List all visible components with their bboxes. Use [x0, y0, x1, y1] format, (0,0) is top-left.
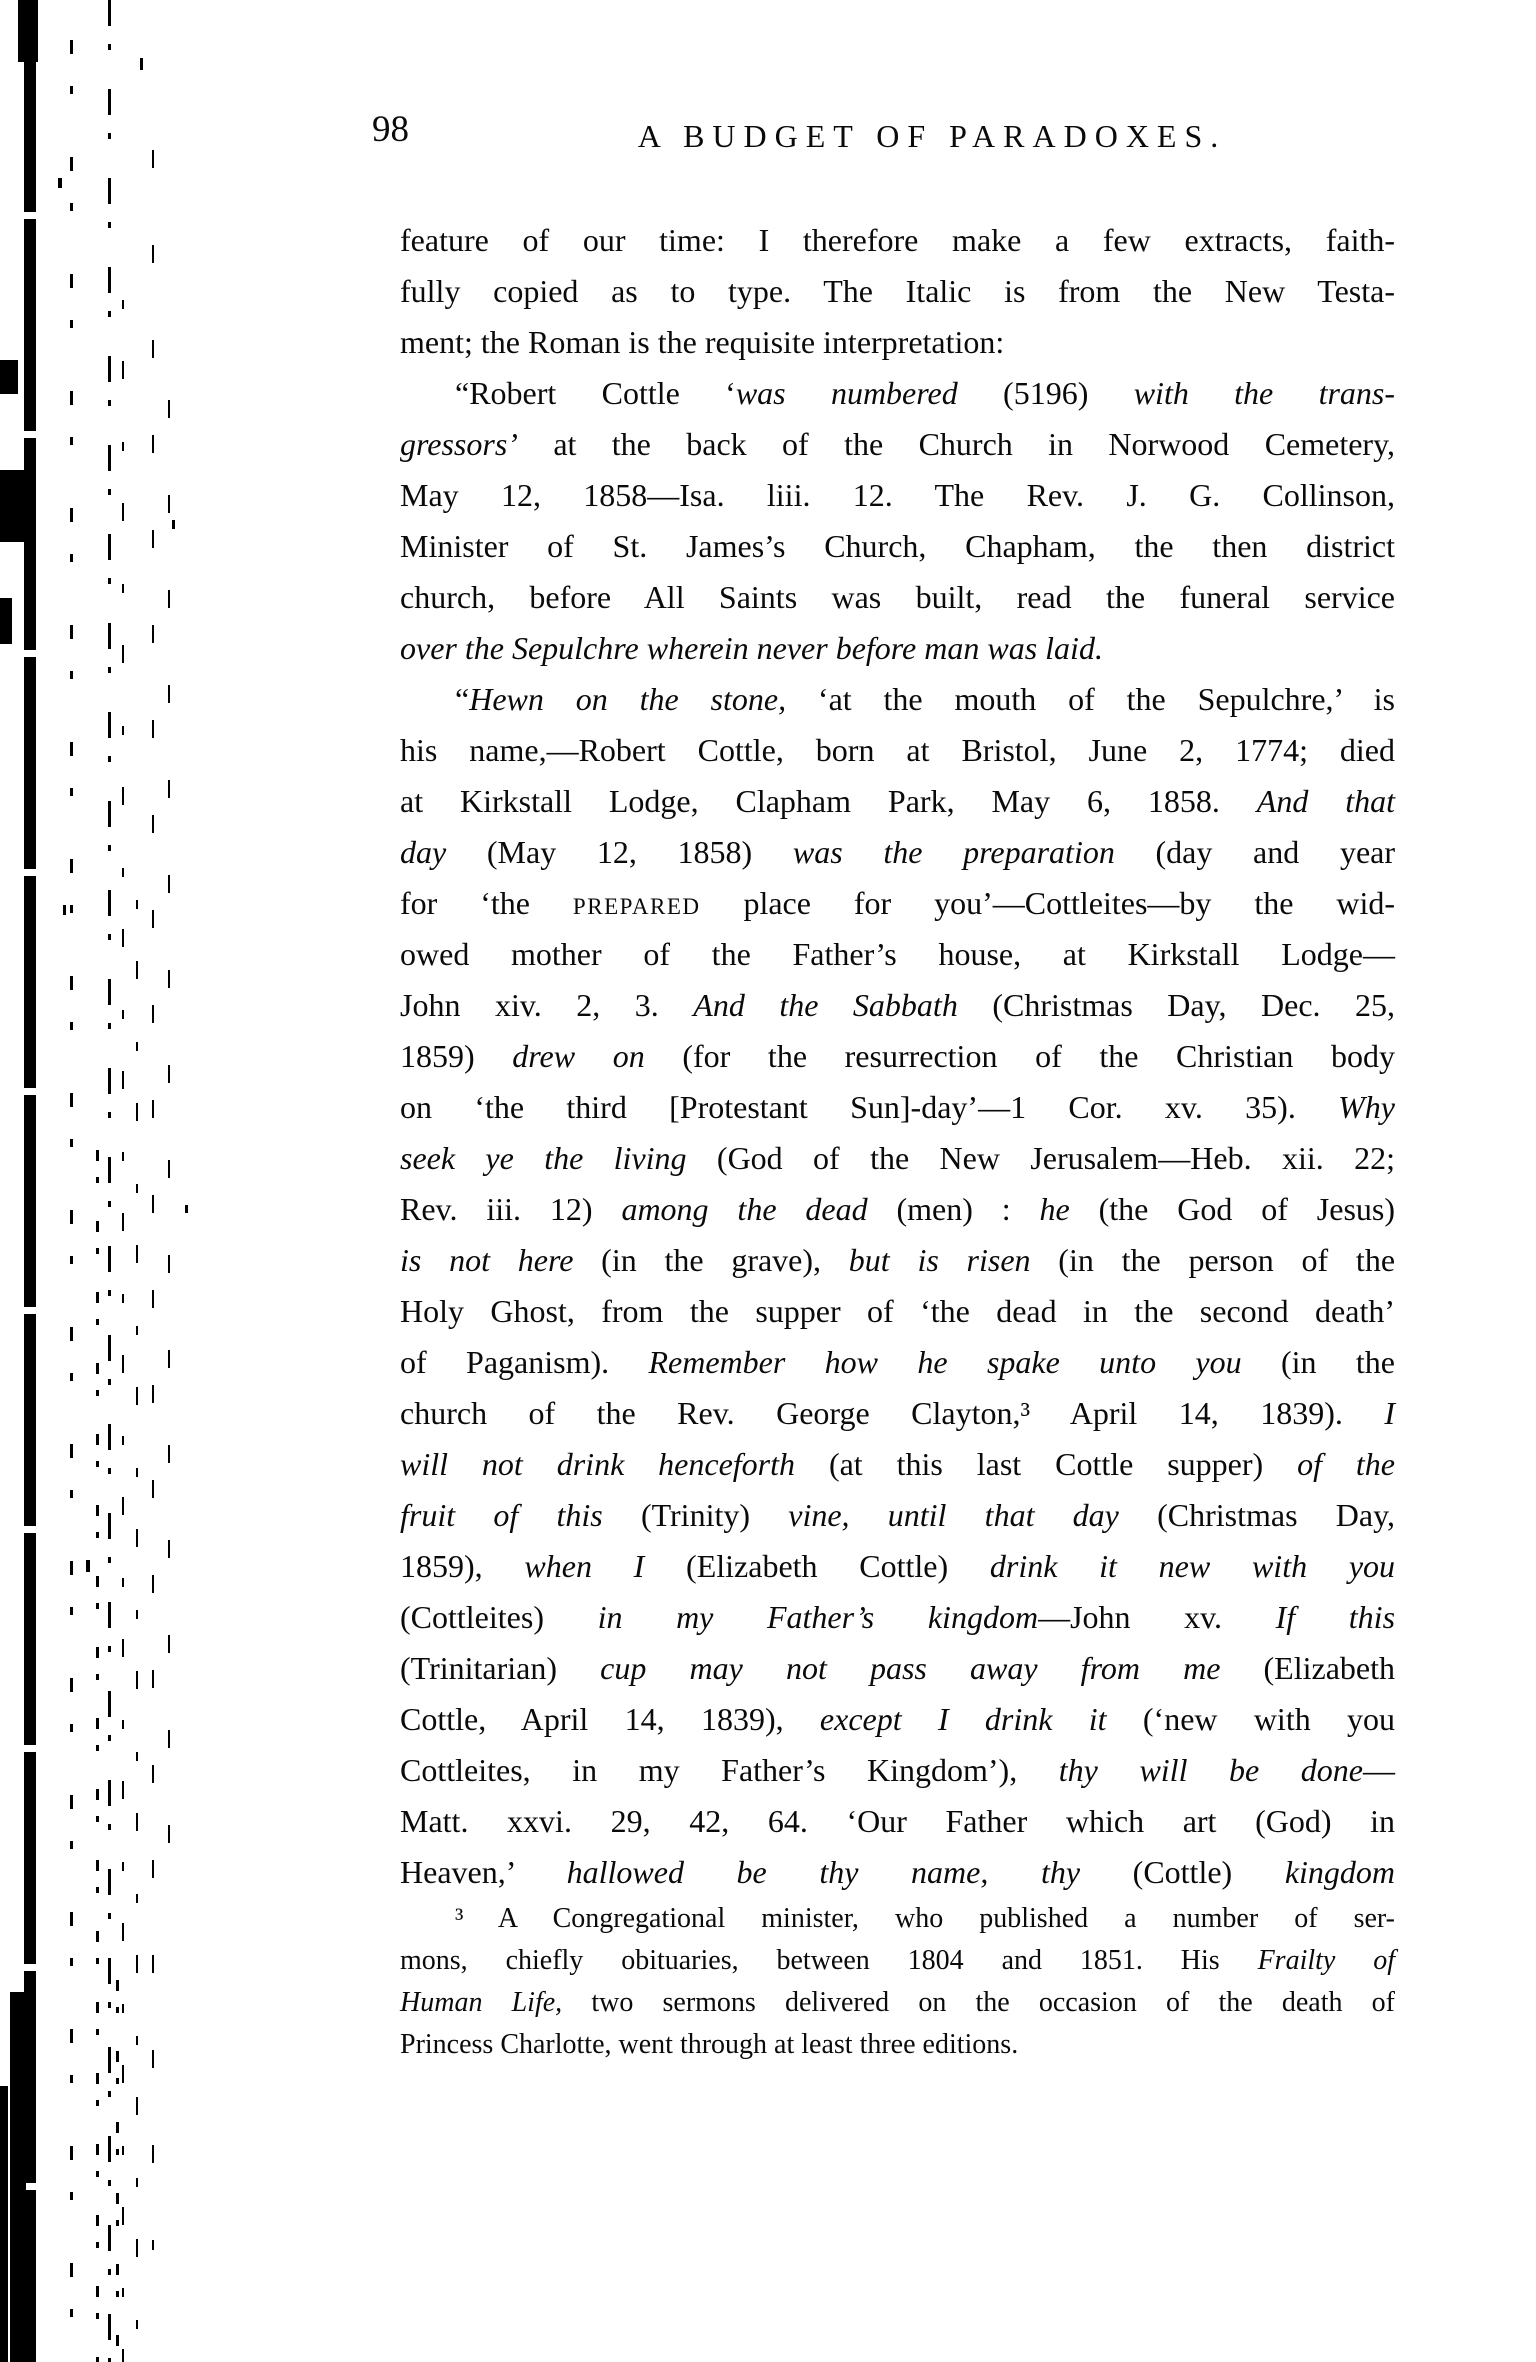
text-line: Rev. iii. 12) among the dead (men) : he (the God of Jesus) — [400, 1191, 1396, 1227]
scan-artifact — [0, 470, 26, 542]
scan-artifact — [136, 900, 138, 2362]
scan-artifact — [168, 400, 170, 1900]
text-line: (Cottleites) in my Father’s kingdom—John xv. If this — [400, 1599, 1396, 1635]
text-line: will not drink henceforth (at this last Cottle supper) of the — [400, 1446, 1396, 1482]
text-line: feature of our time: I therefore make a few extracts, faith- — [400, 222, 1395, 258]
page-header — [0, 110, 1536, 154]
footnote — [400, 1898, 1395, 2066]
scan-artifact — [0, 360, 18, 394]
scan-artifact — [140, 58, 143, 70]
text-line: fruit of this (Trinity) vine, until that day (Christmas Day, — [400, 1497, 1396, 1533]
text-line: Cottle, April 14, 1839), except I drink it (‘new with you — [400, 1701, 1396, 1737]
text-line: fully copied as to type. The Italic is from the New Testa- — [400, 273, 1395, 309]
text-line: his name,—Robert Cottle, born at Bristol, June 2, 1774; died — [400, 732, 1395, 768]
scan-artifact — [10, 1992, 26, 2362]
text-line: Princess Charlotte, went through at least three editions. — [400, 2029, 1019, 2060]
scan-artifact — [18, 0, 38, 62]
text-line: “Hewn on the stone, ‘at the mouth of the Sepulchre,’ is — [455, 681, 1396, 717]
text-line: Cottleites, in my Father’s Kingdom’), thy will be done— — [400, 1752, 1396, 1788]
text-line: 1859) drew on (for the resurrection of the Christian body — [400, 1038, 1396, 1074]
text-line: John xiv. 2, 3. And the Sabbath (Christmas Day, Dec. 25, — [400, 987, 1396, 1023]
scan-artifact — [116, 1980, 119, 2362]
scan-artifact — [70, 40, 73, 2362]
scan-artifact — [108, 0, 111, 2362]
text-line: Heaven,’ hallowed be thy name, thy (Cottle) kingdom — [400, 1854, 1396, 1890]
text-line: Matt. xxvi. 29, 42, 64. ‘Our Father which art (God) in — [400, 1803, 1395, 1839]
text-line: on ‘the third [Protestant Sun]-day’—1 Cor. xv. 35). Why — [400, 1089, 1395, 1125]
text-line: “Robert Cottle ‘was numbered (5196) with the trans- — [455, 375, 1396, 411]
text-line: Human Life, two sermons delivered on the occasion of the death of — [400, 1987, 1395, 2018]
scan-artifact — [122, 300, 124, 2362]
scan-artifact — [96, 1150, 99, 2362]
running-header-title: A BUDGET OF PARADOXES. — [637, 118, 1227, 154]
text-line: church of the Rev. George Clayton,³ April 14, 1839). I — [400, 1395, 1395, 1431]
page-number: 98 — [372, 109, 409, 150]
body-text — [400, 215, 1395, 1898]
scan-artifact — [152, 150, 154, 2250]
text-line: seek ye the living (God of the New Jerusalem—Heb. xii. 22; — [400, 1140, 1396, 1176]
text-line: church, before All Saints was built, read the funeral service — [400, 579, 1395, 615]
text-line: day (May 12, 1858) was the preparation (day and year — [400, 834, 1396, 870]
text-line: for ‘the PREPARED place for you’—Cottleites—by the wid- — [400, 885, 1396, 921]
text-line: May 12, 1858—Isa. liii. 12. The Rev. J. G. Collinson, — [400, 477, 1395, 513]
text-line: over the Sepulchre wherein never before man was laid. — [400, 630, 1103, 666]
text-line: at Kirkstall Lodge, Clapham Park, May 6, 1858. And that — [400, 783, 1396, 819]
text-line: of Paganism). Remember how he spake unto you (in the — [400, 1344, 1396, 1380]
scan-artifact — [172, 520, 175, 529]
text-line: ³ A Congregational minister, who published a number of ser- — [455, 1903, 1395, 1934]
text-line: Holy Ghost, from the supper of ‘the dead in the second death’ — [400, 1293, 1395, 1329]
scan-artifact — [58, 178, 62, 188]
text-line: is not here (in the grave), but is risen (in the person of the — [400, 1242, 1396, 1278]
scan-artifact — [0, 598, 12, 644]
text-line: ment; the Roman is the requisite interpretation: — [400, 324, 1005, 360]
text-line: 1859), when I (Elizabeth Cottle) drink it new with you — [400, 1548, 1396, 1584]
text-line: mons, chiefly obituaries, between 1804 and 1851. His Frailty of — [400, 1945, 1395, 1976]
text-line: (Trinitarian) cup may not pass away from me (Elizabeth — [400, 1650, 1396, 1686]
text-line: owed mother of the Father’s house, at Kirkstall Lodge— — [400, 936, 1395, 972]
scan-artifact — [0, 2086, 8, 2362]
text-line: Minister of St. James’s Church, Chapham, the then district — [400, 528, 1395, 564]
scan-artifact — [63, 905, 66, 915]
scan-artifact — [86, 1560, 90, 1572]
scan-artifact — [185, 1205, 188, 1213]
text-line: gressors’ at the back of the Church in Norwood Cemetery, — [400, 426, 1395, 462]
